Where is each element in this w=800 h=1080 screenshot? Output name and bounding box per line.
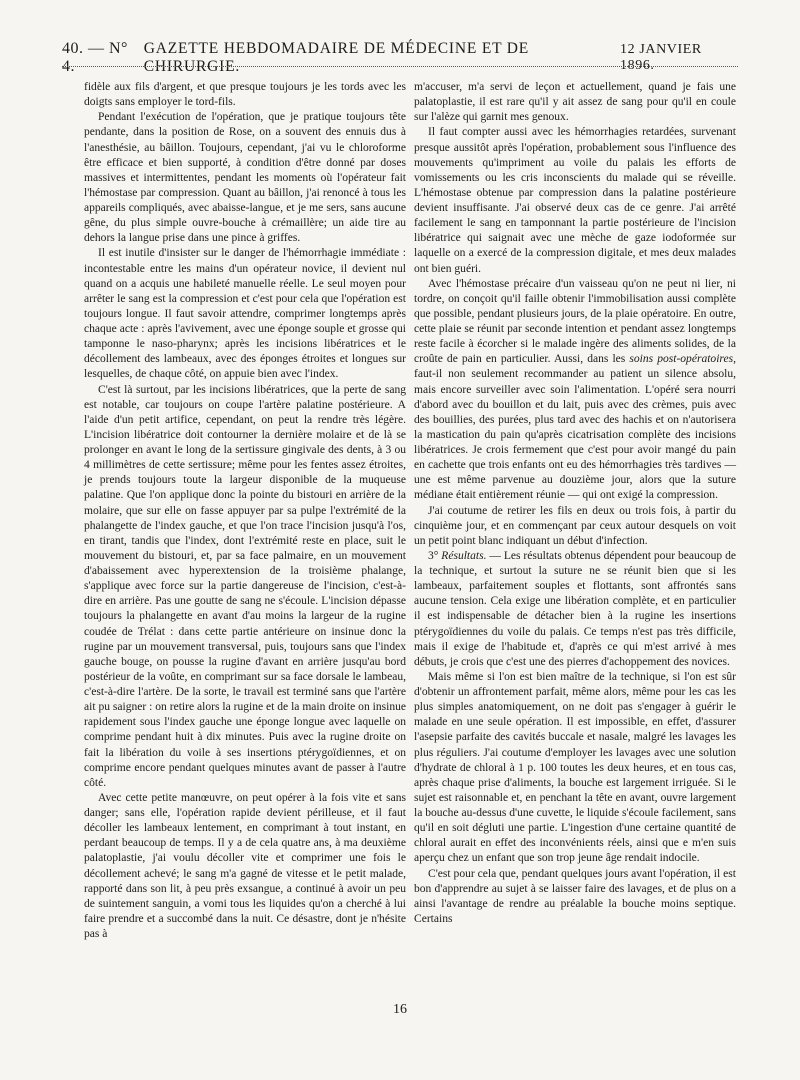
text-run: Avec l'hémostase précaire d'un vaisseau qu'on ne peut ni lier, ni tordre, on conçoit qu'il faille obtenir l'immobilisation aussi complète que possible, pendant plusieurs jours, de la plaie opératoire. En outre, cette plaie se réunit par seconde intention et pendant assez longtemps reste facile à écorcher si le malade ingère des aliments solides, de la croûte de pain en particulier. Aussi, dans les (414, 277, 736, 366)
paragraph: J'ai coutume de retirer les fils en deux ou trois fois, à partir du cinquième jour, et en commençant par ceux autour desquels on voit un petit point blanc indiquant un début d'infection. (414, 504, 736, 547)
italic-term: soins post-opératoires (629, 353, 734, 366)
page-number: 16 (393, 1002, 407, 1017)
paragraph: m'accuser, m'a servi de leçon et actuellement, quand je fais une palatoplastie, il est rare qu'il y ait assez de sang pour qu'il en coule sur l'alèze qui garnit mes genoux. (414, 81, 736, 124)
text-run: , faut-il non seulement recommander au patient un silence absolu, mais encore surveiller avec soin l'alimentation. L'opéré sera nourri d'abord avec du bouillon et du lait, puis avec des crèmes, puis avec des bouillies, des purées, plus tard avec des hachis et on n'autorisera la mastication du pain qu'après cicatrisation complète des incisions libératrices. Je crois fermement que c'est pour avoir mangé du pain en cachette que trois enfants ont eu des hémorrhagies très tardives — une est même parvenue au douzième jour, alors que la suture médiane était entièrement réunie — qui ont exigé la compression. (414, 353, 736, 502)
text-run: — Les résultats obtenus dépendent pour beaucoup de la technique, et surtout la suture ne se réunit bien que si les lambeaux, parfaitement souples et flottants, sont affrontés sans aucune tension. Cela exige une libération complète, et en particulier il est indispensable de détacher bien à la rugine les insertions ptérygoïdiennes du voile du palais. Ce temps n'est pas très difficile, mais il exige de l'habitude et, d'après ce qui m'est arrivé à mes débuts, je crois que c'est une des pierres d'achoppement des novices. (414, 549, 736, 668)
paragraph: Il est inutile d'insister sur le danger de l'hémorrhagie immédiate : incontestable entre les mains d'un opérateur novice, il devient nul quand on a acquis une habileté manuelle réelle. Le seul moyen pour arrêter le sang est la compression et c'est pour cela que l'opération est toujours longue. Il faut savoir attendre, comprimer longtemps après chaque acte : après l'avivement, avec une éponge souple et grosse qui tamponne le naso-pharynx; après les incisions libératrices et le décollement des lambeaux, avec des éponges étroites et longues sur lesquelles, de chaque côté, on appuie bien avec l'index. (84, 247, 406, 381)
right-column (414, 80, 736, 927)
paragraph (414, 549, 736, 670)
running-header (62, 40, 738, 75)
paragraph (414, 277, 736, 504)
section-number: 3° (428, 549, 442, 562)
paragraph: Il faut compter aussi avec les hémorrhagies retardées, survenant presque aussitôt après l'opération, probablement sous l'influence des mouvements qu'impriment au voile du palais les efforts de vomissements ou les cris inconscients du malade qui se réveille. L'hémostase obtenue par compression dans la palatine postérieure devient insuffisante. J'ai observé deux cas de ce genre. J'ai arrêté facilement le sang en tamponnant la partie postérieure de l'incision libératrice qui saignait avec une mèche de gaze iodoformée sur laquelle on a exercé de la compression digitale, et mes deux malades ont bien guéri. (414, 126, 736, 275)
paragraph: Pendant l'exécution de l'opération, que je pratique toujours tête pendante, dans la position de Rose, on a souvent des ennuis dus à l'anesthésie, au bâillon. Toujours, cependant, j'ai vu le chloroforme être efficace et bien supporté, à condition d'être donné par doses massives et intermittentes, pendant les moments où l'opérateur fait l'hémostase par compression. Quant au bâillon, j'ai renoncé à tous les appareils compliqués, avec abaisse-langue, et je me sers, sans aucune gêne, du plus simple ouvre-bouche à crémaillère; un aide tire au dehors la langue prise dans une pince à griffes. (84, 111, 406, 245)
issue-date: 12 JANVIER 1896. (620, 42, 702, 73)
header-rule (62, 66, 738, 67)
left-column (84, 80, 406, 942)
paragraph: C'est pour cela que, pendant quelques jours avant l'opération, il est bon d'apprendre au sujet à se laisser faire des lavages, et de plus on a ainsi l'avantage de rendre au préalable la bouche moins septique. Certains (414, 867, 736, 925)
section-heading: Résultats. (441, 549, 487, 562)
paragraph: Avec cette petite manœuvre, on peut opérer à la fois vite et sans danger; sans elle, l'opération rapide devient périlleuse, et il faut décoller les lambeaux lentement, en comprimant à tout instant, en perdant beaucoup de temps. Il y a de cela quatre ans, à ma deuxième palatoplastie, j'ai voulu décoller vite et comprimer une fois le décollement achevé; le sang m'a gagné de vitesse et le petit malade, rapporté dans son lit, à peu près exsangue, a continué à avoir un peu de suintement sanguin, a vomi tous les liquides qu'on a cherché à lui faire prendre et a succombé dans la nuit. Ce désastre, dont je n'hésite pas à (84, 791, 406, 940)
journal-title: GAZETTE HEBDOMADAIRE DE MÉDECINE ET DE CHIRURGIE. (143, 40, 530, 75)
paragraph: fidèle aux fils d'argent, et que presque toujours je les tords avec les doigts sans employer le tord-fils. (84, 81, 406, 109)
paragraph: C'est là surtout, par les incisions libératrices, que la perte de sang est notable, car toujours on coupe l'artère palatine postérieure. A l'aide d'un petit artifice, cependant, on peut la rendre très légère. L'incision libératrice doit contourner la dernière molaire et de là se prolonger en avant le long de la sertissure gingivale des dents, à 3 ou 4 millimètres de cette sertissure; même pour les fentes assez étroites, je prends toujours toute la largeur disponible de la muqueuse palatine. Que l'on applique donc la pointe du bistouri en arrière de la molaire, que sur elle on fasse appuyer par sa pulpe l'extrémité de la phalangette de l'index gauche, et que l'on trace l'incision jusqu'à l'os, en tirant, tandis que l'index, dont l'extrémité reste en place, suit le mouvement du bistouri, et, par sa face palmaire, en un mouvement d'abaissement avec hyperextension de la troisième phalange, s'applique avec force sur la partie dangereuse de l'incision, c'est-à-dire en arrière. Pas une goutte de sang ne s'écoule. L'incision dépasse toujours la phalangette en avant d'au moins la largeur de la rugine coudée de Trélat : dans cette partie antérieure on insinue donc la rugine par un mouvement transversal, puis, toujours sans que l'index gauche bouge, on pousse la rugine d'avant en arrière jusqu'au bord postérieur de la voûte, en comprimant sur sa face dorsale le lambeau, c'est-à-dire l'artère. De la sorte, le travail est terminé sans que l'artère ait pu saigner : on retire alors la rugine et de la main droite on insinue rapidement sous l'index gauche une éponge longue avec laquelle on comprime pendant huit à dix minutes. Puis avec la rugine droite on fait la libération du voile à ses insertions ptérygoïdiennes, et on comprime encore pendant quelques minutes avant de passer à l'autre côté. (84, 383, 406, 789)
page-issue-number: 40. — N° 4. (62, 40, 128, 75)
paragraph: Mais même si l'on est bien maître de la technique, si l'on est sûr d'obtenir un affrontement parfait, même alors, même pour les cas les plus simples anatomiquement, on ne doit pas s'engager à guérir le malade en une seule opération. Il est impossible, en effet, d'assurer l'asepsie parfaite des cavités buccale et nasale, malgré les lavages les plus réguliers. J'ai coutume d'employer les lavages avec une solution d'hydrate de chloral à 1 p. 100 toutes les deux heures, et en tous cas, après chaque prise d'aliments, la bouche est largement irriguée. Si le sujet est raisonnable et, en penchant la tête en avant, ouvre largement la bouche au-dessus d'une cuvette, le liquide s'écoule facilement, sans qu'il en soit dégluti une partie. L'ingestion d'une certaine quantité de chloral aurait en effet des inconvénients réels, ainsi que e m'en suis aperçu chez un enfant que son trop jeune âge rendait indocile. (414, 670, 736, 865)
